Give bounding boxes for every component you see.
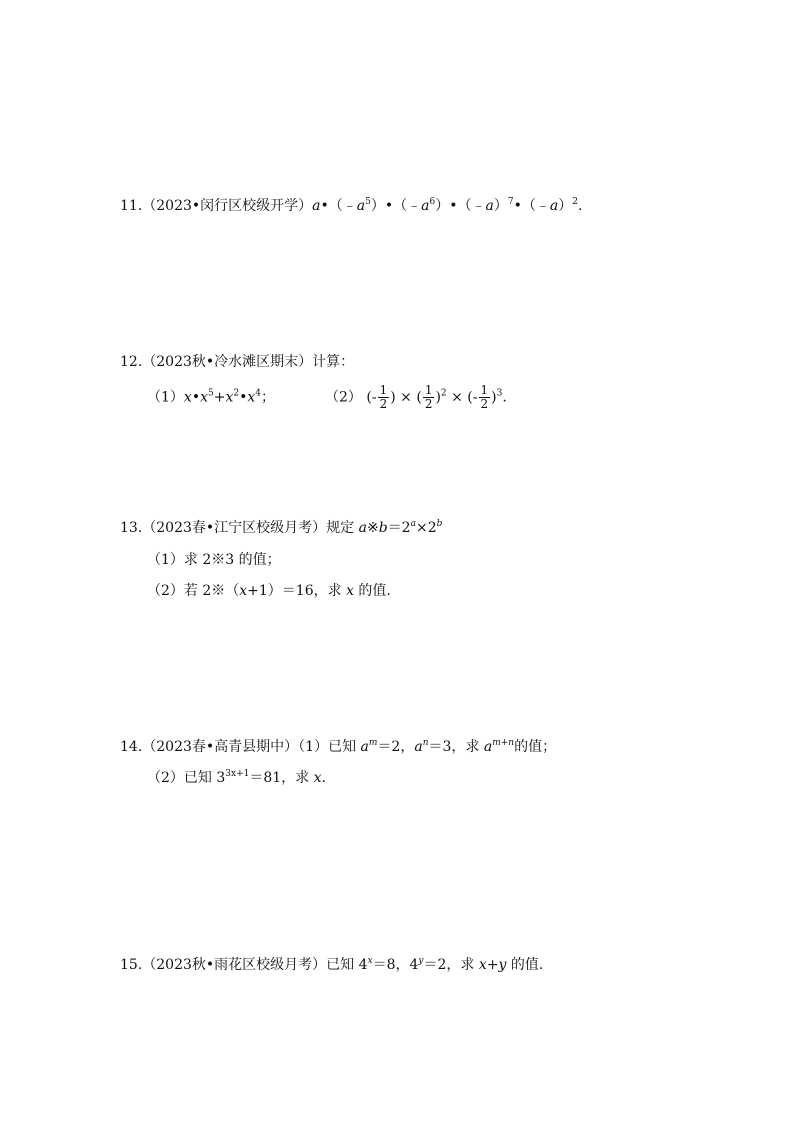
question-number: 12. xyxy=(120,354,143,370)
fraction-half: $\frac{1}{2}$ xyxy=(480,383,489,411)
question-source: （2023秋•雨花区校级月考） xyxy=(142,957,327,973)
question-number: 13. xyxy=(120,520,143,536)
question-13: 13.（2023春•江宁区校级月考）规定 $a※b=2^a\times 2^b$ xyxy=(120,519,443,536)
fraction-half: $\frac{1}{2}$ xyxy=(424,383,433,411)
question-number: 14. xyxy=(120,739,143,755)
question-14: 14.（2023春•高青县期中）（1）已知 $a^m=2$，$a^n=3$，求 $a^{m+n}$的值； xyxy=(120,738,557,755)
question-13-part-1: （1）求 2※3 的值； xyxy=(147,552,281,568)
question-12: 12.（2023秋•冷水滩区期末）计算： xyxy=(120,354,355,370)
fraction-half: $\frac{1}{2}$ xyxy=(379,383,388,411)
question-source: （2023秋•冷水滩区期末） xyxy=(142,354,313,370)
question-15: 15.（2023秋•雨花区校级月考）已知 $4^x=8$，$4^y=2$，求 x+y 的值. xyxy=(120,956,544,973)
question-14-part-2: （2）已知 $3^{3x+1}=81$，求 x. xyxy=(147,769,326,786)
question-source: （2023•闵行区校级开学） xyxy=(142,198,313,214)
question-13-part-2: （2）若 2※（x+1）＝16，求 x 的值. xyxy=(147,583,391,599)
question-number: 15. xyxy=(120,957,143,973)
question-source: （2023春•江宁区校级月考） xyxy=(142,520,327,536)
question-number: 11. xyxy=(120,198,143,214)
question-source: （2023春•高青县期中） xyxy=(142,739,299,755)
question-12-parts: $(1)x•x^5+x^2•x^4$； （2） (- $\frac{1}{2}$ ) × ( $\frac{1}{2}$ )$^2$ × (- $\frac{1}{2}$ )$^3$. xyxy=(147,383,507,411)
question-11: 11.（2023•闵行区校级开学）$a•(﹣a^5)•(﹣a^6)•(﹣a)^7•(﹣a)^2$. xyxy=(120,197,583,214)
